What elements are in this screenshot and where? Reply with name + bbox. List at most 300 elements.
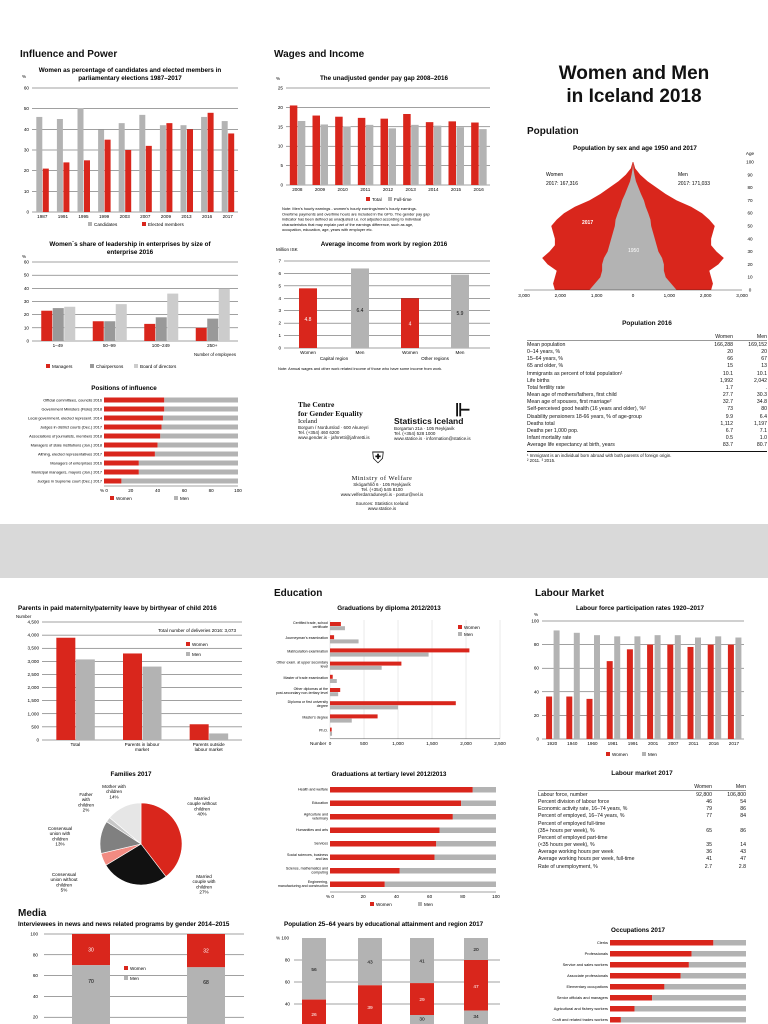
legend-label: Women	[376, 902, 392, 907]
y-tick-label: 50	[23, 272, 29, 278]
y-tick-label: 30	[23, 147, 29, 153]
bar-women	[104, 470, 139, 475]
bar	[574, 633, 580, 739]
labour-table-cell: (<35 hours per week), %	[538, 842, 595, 849]
bar-men	[72, 965, 110, 1024]
chart-title: Families 2017	[110, 771, 152, 778]
welfare-logo-addr: Skógarhlíð 6 · 105 Reykjavík	[353, 482, 411, 487]
y-tick-label: 4,000	[27, 632, 39, 638]
x-tick-label: 60	[427, 894, 433, 899]
y-tick-label: Managers of state institutions (Jan.) 2018	[30, 442, 102, 448]
x-tick-label: 2012	[382, 187, 394, 192]
chart-media	[14, 918, 246, 1024]
labour-table-cell: 92,800	[678, 791, 712, 799]
population-table-cell: 27.7	[722, 392, 733, 399]
labour-table-row	[538, 813, 746, 820]
welfare-logo	[338, 475, 426, 511]
bar-men	[664, 984, 746, 990]
pie-label: 40%	[197, 811, 207, 817]
bar-women	[330, 701, 456, 705]
bar	[471, 123, 479, 185]
legend-label: Women	[192, 642, 208, 647]
bar	[181, 125, 187, 212]
population-table-cell: 20	[727, 348, 733, 355]
labour-table-row	[538, 791, 746, 799]
population-table-row	[527, 442, 767, 449]
population-table-cell: 32.7	[722, 399, 733, 406]
data-label: 30	[88, 947, 94, 954]
y-tick-label: and law	[315, 857, 328, 861]
legend-swatch	[90, 364, 94, 368]
y-tick-label: Education	[312, 801, 328, 805]
y-tick-label: Judges in district courts (Dec.) 2017	[39, 424, 102, 430]
x-tick-label: Total	[70, 742, 81, 747]
bar	[119, 123, 125, 212]
population-table-cell: Self-perceived good health (16 years and older), %²	[527, 406, 646, 413]
y-tick-label: 80	[747, 185, 753, 191]
chart-pyramid	[512, 142, 758, 310]
bar	[434, 126, 442, 185]
x-tick-label: 1920	[546, 741, 558, 746]
x-tick-label: Parents outside	[192, 742, 225, 747]
gender-logo-web: www.gender.is · jafnretti@jafnretti.is	[298, 435, 370, 440]
y-tick-label: Social sciences, business	[287, 853, 328, 857]
bar-women	[104, 398, 164, 403]
bar	[160, 125, 166, 212]
legend-label: Men	[180, 496, 189, 501]
x-tick-label: % 0	[100, 488, 108, 493]
pie-label: union without	[50, 877, 78, 883]
legend-label: Full-time	[394, 197, 412, 202]
y-tick-label: manufacturing and construction	[277, 884, 328, 888]
population-table-row	[527, 377, 767, 384]
y-tick-label: 70	[747, 197, 753, 203]
y-tick-label: 60	[533, 665, 539, 671]
x-tick-label: 500	[360, 740, 368, 746]
y-tick-label: 15	[277, 124, 283, 130]
y-axis-label: Age	[745, 151, 755, 156]
data-label: 26	[311, 1012, 317, 1018]
y-tick-label: 40	[23, 126, 29, 132]
pie-label: Father	[79, 792, 93, 797]
bar	[41, 311, 52, 341]
bar-men	[436, 841, 496, 847]
bar-women	[104, 479, 121, 484]
population-table-cell: 1,112	[720, 420, 733, 427]
bar-women	[330, 882, 385, 888]
bar-men	[162, 425, 238, 430]
bar	[715, 636, 721, 739]
labour-table-cell: 77	[706, 813, 712, 820]
y-tick-label: Health and welfare	[298, 787, 328, 792]
y-tick-label: 20	[23, 168, 29, 174]
data-label: 5.9	[456, 311, 464, 318]
page-title	[520, 62, 748, 108]
chart-title: Interviewees in news and news related programs by gender 2014–2015	[18, 921, 230, 928]
labour-table-cell	[712, 820, 746, 827]
bar-women	[330, 855, 435, 861]
data-label: 4.8	[304, 317, 312, 324]
legend-label: Men	[192, 652, 201, 657]
bar	[144, 324, 155, 341]
legend-swatch	[388, 197, 392, 201]
gray-band	[0, 524, 768, 578]
legend-label: Board of directors	[140, 364, 177, 369]
bar-men	[689, 962, 746, 968]
y-axis-unit: %	[534, 612, 539, 617]
bar-men	[400, 868, 496, 874]
y-tick-label: 0	[278, 345, 281, 351]
bar-women	[330, 728, 332, 732]
y-tick-label: 60	[23, 85, 29, 91]
labour-table-cell: 36	[706, 849, 712, 856]
population-table-row	[527, 435, 767, 442]
bar	[222, 121, 228, 212]
x-tick-label: 2007	[140, 214, 151, 219]
chart-note: characteristics that may explain part of the earnings difference, such as age,	[282, 221, 414, 227]
stat-logo-tel: Tel. (+354) 528 1000	[394, 431, 436, 436]
y-tick-label: 3,500	[27, 645, 39, 651]
population-table-cell: 0.5	[725, 435, 733, 442]
population-table-row	[527, 399, 767, 406]
y-tick-label: 60	[284, 979, 290, 985]
population-table-cell: 1,197	[754, 420, 767, 427]
bar-men	[634, 1006, 746, 1012]
x-tick-label: 2008	[292, 187, 303, 192]
y-tick-label: 90	[747, 172, 753, 178]
y-tick-label: Associations of journalists, members 2018	[29, 433, 102, 439]
bar	[647, 645, 653, 739]
y-tick-label: 10	[23, 188, 29, 194]
bar	[449, 121, 457, 185]
x-tick-label: 1,000	[392, 740, 404, 746]
bar	[105, 140, 111, 212]
y-tick-label: degree	[316, 704, 328, 709]
legend-label: Men	[648, 752, 657, 757]
y-tick-label: Managers of enterprises 2016	[50, 460, 102, 466]
bar	[389, 128, 397, 185]
pie-label: children	[193, 806, 211, 812]
gender-logo-line3: Iceland	[298, 418, 318, 425]
x-tick-label: 2,500	[494, 740, 506, 746]
population-table-cell: 7.1	[759, 428, 767, 435]
bar-men	[330, 639, 359, 643]
y-tick-label: 20	[23, 312, 29, 318]
legend-label: Women	[116, 496, 132, 501]
population-table-cell: 30.3	[756, 392, 767, 399]
bar	[53, 308, 64, 341]
welfare-logo-web: www.velferdarraduneyti.is · postur@vel.is	[340, 492, 424, 497]
bar	[104, 321, 115, 341]
labour-table-cell: 65	[706, 827, 712, 834]
labour-table-cell: 106,800	[712, 791, 746, 799]
bar-men	[330, 679, 337, 683]
y-tick-label: Municipal managers, mayors (Jan.) 2017	[31, 469, 102, 475]
population-table	[527, 333, 767, 449]
x-tick-label: 0	[328, 740, 332, 746]
bar-men	[385, 882, 496, 888]
coat-of-arms-icon: ⛨	[372, 450, 385, 467]
x-tick-label: 1991	[57, 214, 69, 219]
bar-men	[187, 967, 225, 1024]
y-tick-label: veterinary	[312, 816, 328, 821]
bar	[78, 109, 84, 212]
chart-families	[18, 768, 244, 904]
labour-table-row	[538, 856, 746, 863]
bar	[546, 697, 552, 739]
labour-table-cell: 54	[740, 798, 746, 805]
x-tick-label: market	[134, 747, 150, 752]
population-table-row	[527, 341, 767, 349]
group-label: Capital region	[319, 356, 349, 361]
population-table-cell: Mean population	[527, 341, 699, 349]
y-tick-label: post-secondary non-tertiary level	[275, 691, 328, 695]
legend-swatch	[458, 632, 462, 636]
bar-women	[104, 443, 158, 448]
bar-men	[461, 801, 496, 807]
population-table-cell: Disability pensioners 18-66 years, % of age-group	[527, 413, 642, 420]
pie-label: 27%	[199, 889, 209, 895]
y-tick-label: 0	[748, 287, 752, 293]
bar-men	[330, 692, 338, 696]
pie-label: union with	[49, 831, 71, 837]
labour-table-cell: 2.7	[704, 863, 712, 870]
y-tick-label: 100	[531, 618, 539, 624]
x-tick-label: 1,000	[590, 293, 603, 298]
population-table-cell: 80.7	[756, 442, 767, 449]
chart-positions	[4, 384, 244, 520]
bar	[457, 127, 465, 185]
bar	[695, 638, 701, 739]
x-tick-label: 2016	[201, 214, 213, 219]
y-tick-label: 0	[26, 338, 29, 344]
population-table-cell: 10.1	[722, 370, 733, 377]
bar	[708, 645, 714, 739]
x-tick-label: 2011	[688, 741, 699, 746]
legend-swatch	[642, 752, 646, 756]
chart-title: enterprise 2016	[106, 249, 154, 256]
chart-income	[274, 238, 494, 378]
bar-women	[610, 995, 652, 1001]
stat-logo-icon: ⊩	[455, 400, 471, 420]
bar	[146, 146, 152, 212]
pie-label: couple without	[187, 801, 217, 807]
x-tick-label: 1987	[37, 214, 48, 219]
x-tick-label: 40	[155, 488, 161, 493]
y-tick-label: 20	[32, 1014, 38, 1020]
pie-label: children	[55, 882, 73, 888]
y-tick-label: 60	[32, 973, 38, 979]
chart-title: Parents in paid maternity/paternity leave by birthyear of child 2016	[18, 605, 217, 612]
bar	[403, 114, 411, 185]
bar-women	[610, 1017, 621, 1023]
bar	[208, 113, 214, 212]
pie-label: Mother with	[102, 784, 126, 789]
bar-men	[652, 995, 746, 1001]
bar	[479, 129, 487, 185]
labour-table	[538, 783, 746, 870]
x-tick-label: 2010	[337, 187, 348, 192]
y-tick-label: 1	[278, 333, 281, 339]
y-tick-label: 3,000	[27, 658, 39, 664]
x-tick-label: 2009	[160, 214, 172, 219]
population-table-row	[527, 406, 767, 413]
chart-title: Graduations by diploma 2012/2013	[337, 605, 441, 612]
x-tick-label: 100	[492, 894, 500, 899]
bar-men	[453, 814, 496, 820]
y-axis-unit: Million ISK	[276, 247, 298, 252]
y-axis-unit: % 100	[276, 935, 290, 941]
chart-occupations	[530, 918, 760, 1024]
legend-swatch	[124, 976, 128, 980]
y-tick-label: Diploma or first university	[287, 700, 328, 705]
x-tick-label: 2015	[450, 187, 462, 192]
x-tick-label: 2001	[647, 741, 659, 746]
bar-women	[330, 648, 469, 652]
labour-table-cell: (35+ hours per week), %	[538, 827, 595, 834]
bar-women	[610, 1006, 634, 1012]
legend-swatch	[142, 222, 146, 226]
bar-women	[330, 801, 461, 807]
bar	[201, 117, 207, 212]
pie-label: 13%	[55, 841, 65, 847]
labour-table-row	[538, 827, 746, 834]
chart-title: Women´s share of leadership in enterprises by size of	[49, 241, 211, 248]
legend-swatch	[606, 752, 610, 756]
section-population: Population	[527, 126, 579, 137]
bar-women	[330, 675, 333, 679]
bar	[290, 105, 298, 185]
legend-label: Candidates	[94, 222, 118, 227]
y-tick-label: 80	[284, 957, 290, 963]
x-tick-label: 2007	[668, 741, 679, 746]
y-tick-label: Senior officials and managers	[556, 995, 608, 1000]
x-tick-label: 80	[208, 488, 214, 493]
bar-men	[440, 828, 496, 834]
bar	[116, 304, 127, 341]
pie-label: Married	[194, 796, 210, 801]
bar	[594, 635, 600, 739]
x-tick-label: 1981	[607, 741, 618, 746]
data-label: 6.4	[356, 308, 364, 315]
bar-women	[330, 841, 436, 847]
bar	[667, 645, 673, 739]
label-men-2017: 2017: 171,033	[678, 181, 710, 187]
data-label: 56	[311, 967, 317, 973]
population-table-cell: 34.8	[756, 399, 767, 406]
y-tick-label: Master of trade examination	[283, 675, 328, 680]
x-tick-label: 2017	[222, 214, 233, 219]
y-tick-label: 5	[280, 163, 283, 169]
bar	[627, 649, 633, 739]
y-tick-label: Associate professionals	[567, 973, 608, 978]
label-1950: 1950	[628, 248, 640, 254]
population-table-cell: 166,288	[699, 341, 733, 349]
labour-table-cell: Average working hours per week, full-time	[538, 856, 635, 863]
population-table-title: Population 2016	[622, 320, 672, 327]
population-table-row	[527, 413, 767, 420]
bar	[688, 647, 694, 739]
y-tick-label: computing	[311, 870, 328, 875]
x-tick-label: 20	[128, 488, 134, 493]
chart-title: Population by sex and age 1950 and 2017	[573, 145, 697, 152]
x-tick-label: 40	[393, 894, 399, 899]
chart-grad-tertiary	[274, 768, 504, 910]
population-note	[527, 451, 767, 463]
bar	[76, 659, 95, 740]
gender-logo-line2: for Gender Equality	[298, 409, 363, 418]
chart-participation	[530, 602, 750, 762]
label-men: Men	[678, 172, 688, 178]
labour-table-cell	[678, 834, 712, 841]
population-table-cell: 15	[727, 363, 733, 370]
population-table-cell: Mean age of spouses, first marriage²	[527, 399, 612, 406]
bar-men	[330, 653, 429, 657]
y-tick-label: 40	[533, 689, 539, 695]
data-label: 20	[473, 948, 479, 953]
x-tick-label: 1960	[587, 741, 598, 746]
bar-men	[160, 434, 238, 439]
bar	[125, 150, 131, 212]
x-tick-label: 1,500	[426, 740, 438, 746]
legend-swatch	[124, 966, 128, 970]
y-tick-label: 50	[747, 223, 753, 229]
data-label: 41	[419, 959, 425, 965]
chart-title: Positions of influence	[91, 385, 157, 392]
population-table-row	[527, 427, 767, 434]
y-tick-label: 5	[278, 283, 281, 289]
bar	[321, 124, 329, 185]
bar	[554, 630, 560, 739]
labour-table-cell	[712, 834, 746, 841]
chart-title: Average income from work by region 2016	[320, 241, 448, 248]
x-tick-label: 2016	[708, 741, 719, 746]
population-table-cell: 9.9	[725, 413, 733, 420]
bar	[93, 321, 104, 341]
y-tick-label: 40	[747, 236, 753, 242]
y-tick-label: 25	[277, 85, 283, 91]
legend-swatch	[110, 496, 114, 500]
population-table-row	[527, 420, 767, 427]
data-label: 4	[408, 321, 412, 328]
legend-label: Total	[372, 197, 382, 202]
bar	[614, 636, 620, 739]
bar	[36, 117, 42, 212]
population-table-cell: 10.1	[756, 370, 767, 377]
bar-men	[330, 732, 332, 736]
gender-logo-tel: Tel. (+354) 460 6200	[298, 430, 340, 435]
bar-women	[330, 814, 453, 820]
bar-men	[164, 398, 238, 403]
y-tick-label: 500	[31, 724, 39, 730]
bar	[167, 294, 178, 341]
bar	[57, 119, 63, 212]
y-tick-label: Ph.D.	[319, 728, 328, 733]
chart-note: occupation, education, age, years with employer etc.	[282, 227, 373, 233]
labour-table-row	[538, 842, 746, 849]
gender-centre-logo	[298, 400, 398, 440]
sources-line: Sources: Statistics Iceland	[355, 501, 409, 506]
y-tick-label: Official committees, councils 2016	[43, 397, 102, 403]
y-tick-label: 2	[278, 320, 281, 326]
bar-women	[104, 407, 164, 412]
bar-women	[104, 434, 160, 439]
y-tick-label: Althing, elected representatives 2017	[37, 451, 102, 457]
population-table-block	[527, 320, 767, 463]
x-tick-label: Parents in labour	[124, 742, 160, 747]
bar-women	[330, 688, 340, 692]
pie-label: children	[105, 789, 123, 795]
